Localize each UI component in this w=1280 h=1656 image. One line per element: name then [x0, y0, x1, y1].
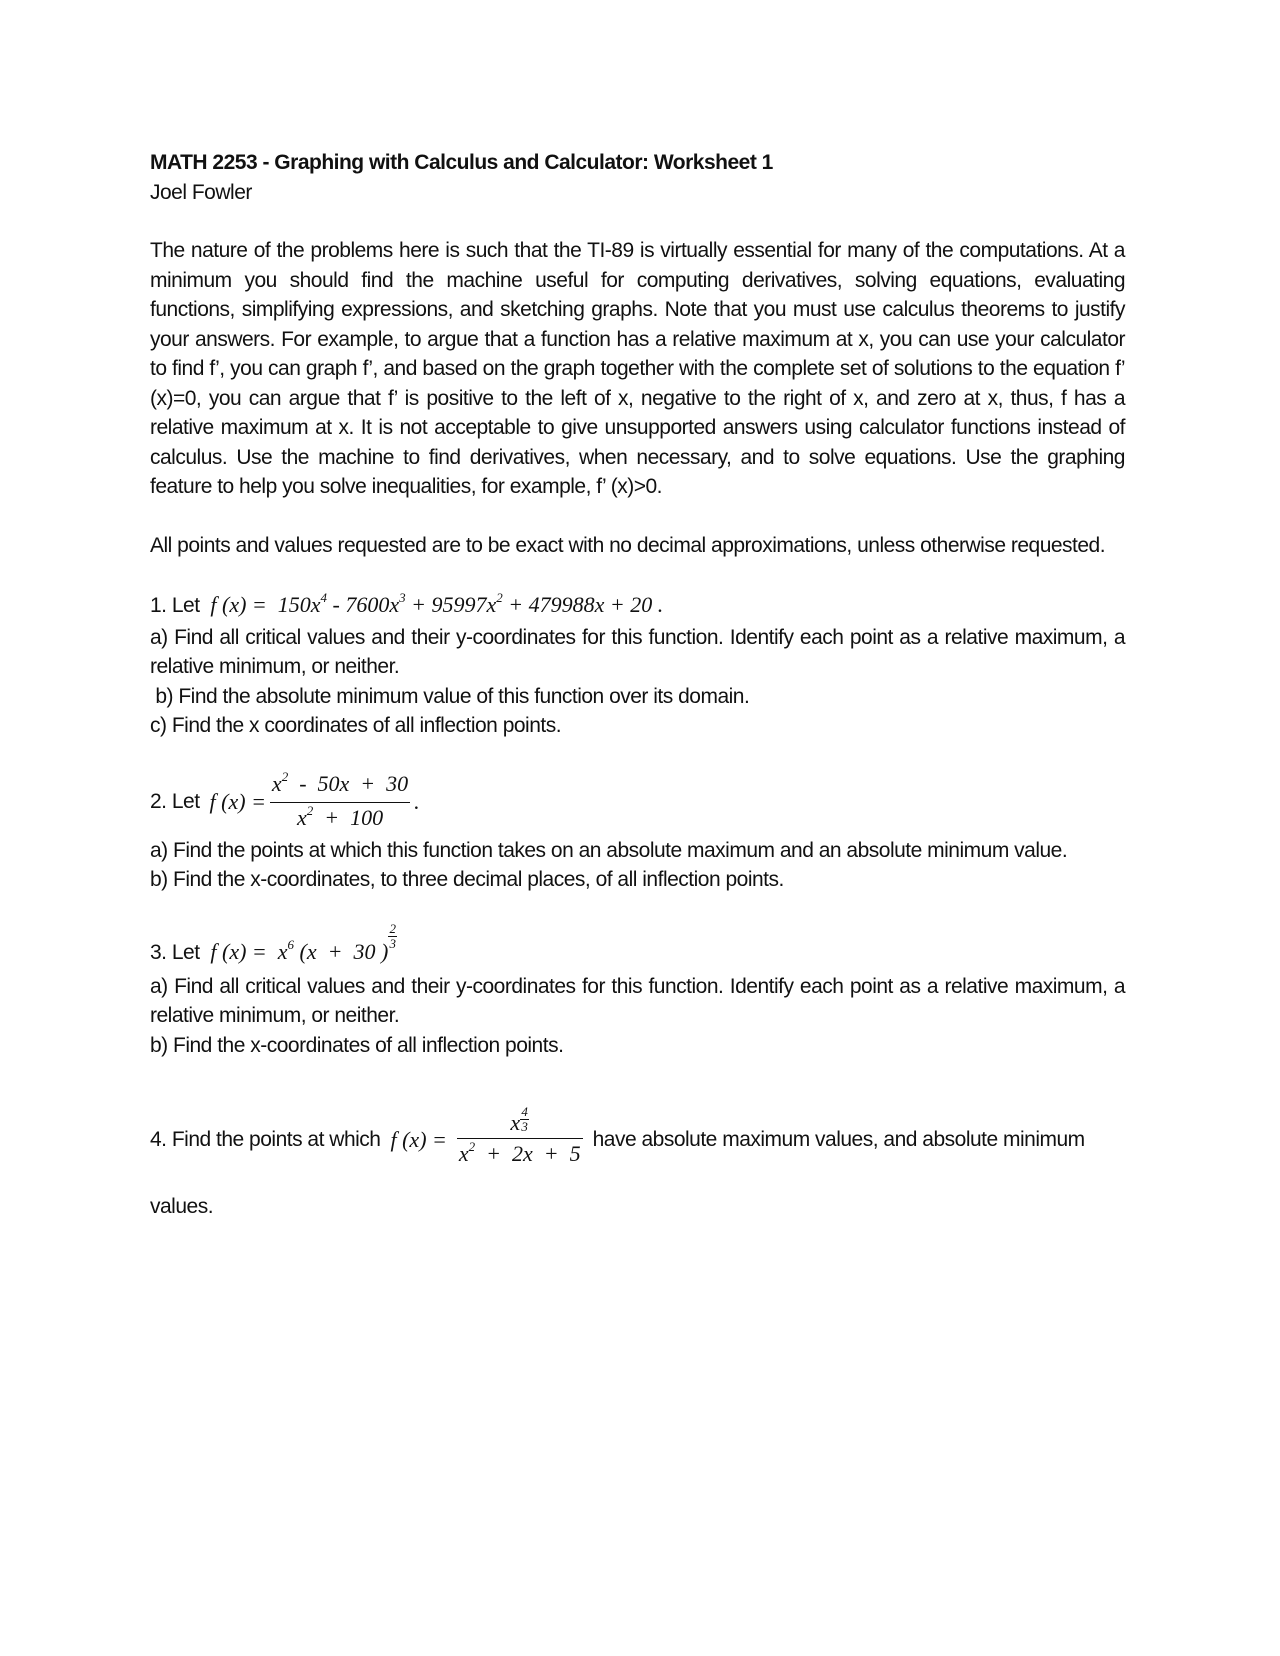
intro-paragraph: The nature of the problems here is such that the TI-89 is virtually essential for many of the computations. At a minimum you should find the machine useful for computing derivatives, solving equations, evaluating functions, simplifying expressions, and sketching graphs. Note that you must use calculus theorems to justify your answers. For example, to argue that a function has a relative maximum at x, you can use your calculator to find f’, you can graph f’, and based on the graph together with the complete set of solutions to the equation f’ (x)=0, you can argue that f’ is positive to the left of x, negative to the right of x, and zero at x, thus, f has a relative maximum at x. It is not acceptable to give unsupported answers using calculator functions instead of calculus. Use the machine to find derivatives, when necessary, and to solve equations. Use the graphing feature to help you solve inequalities, for example, f’ (x)>0.: [150, 239, 1125, 498]
problem-3-lead: 3. Let: [150, 940, 200, 964]
problem-4-continuation: values.: [150, 1195, 214, 1218]
problem-2-lead: 2. Let: [150, 790, 200, 814]
worksheet-title: MATH 2253 - Graphing with Calculus and Calculator: Worksheet 1: [150, 151, 773, 174]
author-name: Joel Fowler: [150, 180, 252, 204]
problem-3-statement: [150, 920, 1125, 972]
problem-1-part-b: b) Find the absolute minimum value of this function over its domain.: [150, 684, 750, 708]
problem-3-part-b: b) Find the x-coordinates of all inflection points.: [150, 1033, 564, 1057]
problem-4-lead: 4. Find the points at which: [150, 1128, 381, 1152]
exactness-note: All points and values requested are to be exact with no decimal approximations, unless otherwise requested.: [150, 533, 1106, 557]
problem-3-part-a: a) Find all critical values and their y-coordinates for this function. Identify each point as a relative maximum, a relative minimum, or neither.: [150, 974, 1125, 1027]
problem-4-statement: 4. Find the points at which f (x) = $\frac{x\frac{4}{3}}{x^2 + 2x + 5}$ have absolute maximum values, and absolute minimum: [150, 1108, 1125, 1172]
problem-2-fraction: $\frac{x^2 - 50x + 30}{x^2 + 100}$: [271, 768, 409, 830]
problem-4: [150, 1104, 1125, 1222]
problem-4-trail: have absolute maximum values, and absolute minimum: [592, 1128, 1085, 1152]
worksheet-page: [150, 148, 1125, 1222]
problem-1: [150, 590, 1125, 741]
problem-4-fraction: $\frac{x\frac{4}{3}}{x^2 + 2x + 5}$: [458, 1104, 581, 1166]
problem-2-statement: 2. Let f (x) = $\frac{x^2 - 50x + 30}{x^2 + 100}$ .: [150, 769, 1125, 836]
problem-3-formula: f $(x) = x^6$ (x + 30 )$\frac{2}{3}$: [210, 920, 397, 964]
problem-2-part-b: b) Find the x-coordinates, to three decimal places, of all inflection points.: [150, 868, 784, 891]
problem-1-part-c: c) Find the x coordinates of all inflection points.: [150, 714, 562, 737]
problem-1-lead: 1. Let: [150, 594, 200, 617]
problem-2: [150, 769, 1125, 895]
problem-1-part-a: a) Find all critical values and their y-coordinates for this function. Identify each point as a relative maximum, a relative minimum, or neither.: [150, 625, 1125, 678]
problem-1-formula: f $(x) = 150x^4 - 7600x^3 + 95997x^2 + 479988x + 20$ .: [210, 590, 664, 617]
problem-3: [150, 920, 1125, 1061]
problem-2-part-a: a) Find the points at which this function takes on an absolute maximum and an absolute minimum value.: [150, 838, 1068, 862]
problem-1-statement: [150, 590, 1125, 623]
